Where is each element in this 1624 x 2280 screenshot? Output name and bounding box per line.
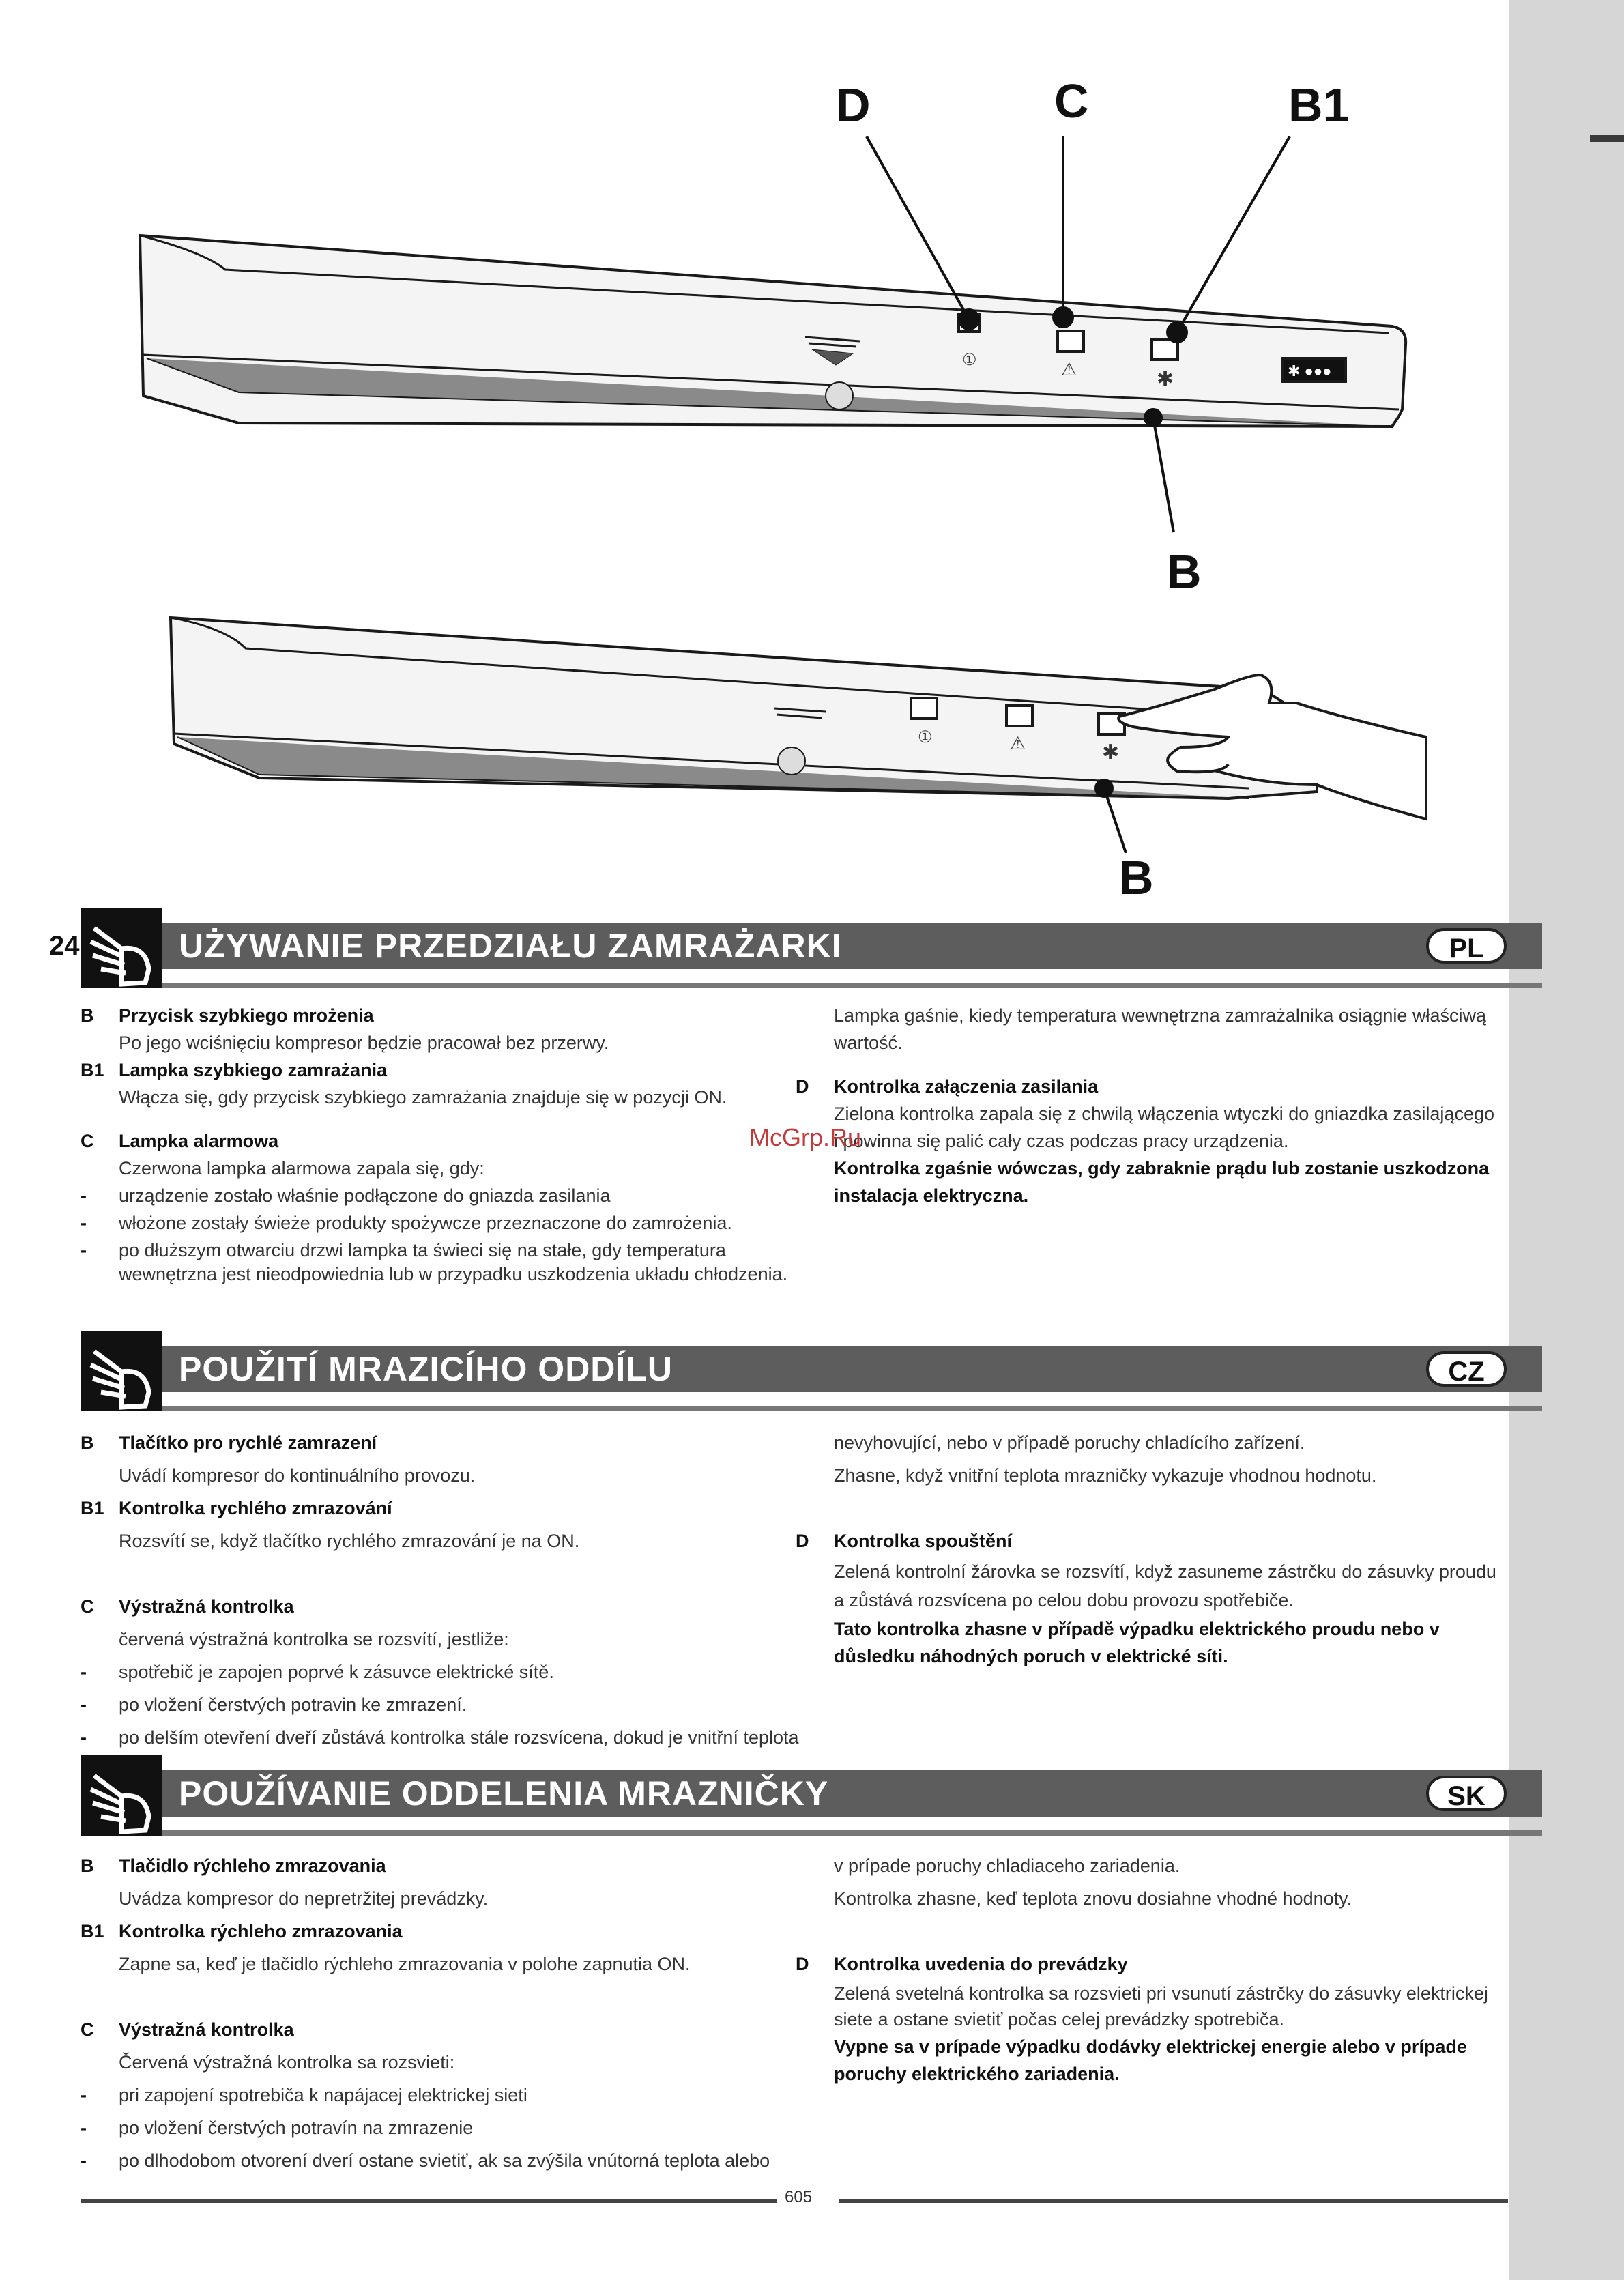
sk-left-column: B Tlačidlo rýchleho zmrazovania Uvádza kompresor do nepretržitej prevádzky. B1 Kontrolka rýchleho zmrazovania Zapne sa, keď je tlačidlo rýchleho zmrazovania v polohe zapnutia ON. C Výstražná kontrolka Červená výstražná kontrolka sa rozsvieti: - pri zapojení spotrebiča k napájacej elektrickej sieti - po vložení čerstvých potravín na zmrazenie - po dlhodobom otvorení dverí ostane svietiť, ak sa zvýšila vnútorná teplota alebo: [81, 1856, 770, 2171]
footer-rule-right: [839, 2199, 1508, 2203]
section-rule-pl: [82, 983, 1542, 988]
control-panel-diagram: [0, 0, 1501, 914]
cz-right-column: nevyhovující, nebo v případě poruchy chladícího zařízení. Zhasne, když vnitřní teplota mrazničky vykazuje vhodnou hodnotu. D Kontrolka spouštění Zelená kontrolní žárovka se rozsvítí, když zasuneme zástrčku do zásuvky proudu a zůstává rozsvícena po celou dobu provozu spotřebiče. Tato kontrolka zhasne v případě výpadku elektrického proudu nebo v důsledku náhodných poruch v elektrické síti.: [796, 1432, 1496, 1666]
upper-symbol-fast-freeze: ✱: [1157, 368, 1174, 390]
section-rule-cz: [82, 1406, 1542, 1411]
label-c: C: [1054, 74, 1089, 128]
lower-symbol-alarm: ⚠: [1010, 733, 1026, 753]
label-b-bottom: B: [1119, 851, 1154, 904]
footer-page-number: 605: [785, 2188, 813, 2206]
label-b-top: B: [1167, 545, 1202, 598]
page-side-strip: [1509, 0, 1624, 2280]
hand-icon: [81, 1331, 162, 1411]
hand-icon: [81, 908, 162, 988]
pl-item-heading: Przycisk szybkiego mrożenia: [119, 1005, 374, 1026]
lower-panel-drawing: [171, 618, 1317, 798]
footer-rule-left: [81, 2199, 777, 2203]
upper-display-readout: ✱ ●●●: [1288, 362, 1332, 379]
pl-left-column: B Przycisk szybkiego mrożenia Po jego wciśnięciu kompresor będzie pracował bez przerwy. B1 Lampka szybkiego zamrażania Włącza się, gdy przycisk szybkiego zamrażania znajduje się w pozycji ON. C Lampka alarmowa Czerwona lampka alarmowa zapala się, gdy: - urządzenie zostało właśnie podłączone do gniazda zasilania - włożone zostały świeże produkty spożywcze przeznaczone do zamrożenia. - po dłuższym otwarciu drzwi lampka ta świeci się na stałe, gdy temperatura wewnętrzna jest nieodpowiednia lub w przypadku uszkodzenia układu chłodzenia.: [81, 1005, 788, 1284]
label-d: D: [836, 78, 871, 132]
lang-badge-pl: PL: [1426, 928, 1507, 964]
page-number-marker: 24: [49, 931, 80, 961]
sk-item-heading: Kontrolka rýchleho zmrazovania: [119, 1921, 403, 1942]
sk-item-heading: Výstražná kontrolka: [119, 2019, 294, 2040]
cz-left-column: B Tlačítko pro rychlé zamrazení Uvádí kompresor do kontinuálního provozu. B1 Kontrolka rychlého zmrazování Rozsvítí se, když tlačítko rychlého zmrazování je na ON. C Výstražná kontrolka červená výstražná kontrolka se rozsvítí, jestliže: - spotřebič je zapojen poprvé k zásuvce elektrické sítě. - po vložení čerstvých potravin ke zmrazení. - po delším otevření dveří zůstává kontrolka stále rozsvícena, dokud je vnitřní teplota: [81, 1432, 799, 1748]
lang-badge-cz: CZ: [1426, 1351, 1507, 1387]
sk-item-heading: Tlačidlo rýchleho zmrazovania: [119, 1856, 386, 1876]
pl-item-heading: Kontrolka załączenia zasilania: [834, 1076, 1099, 1097]
pl-item-heading: Lampka alarmowa: [119, 1131, 279, 1151]
cz-item-heading: Tlačítko pro rychlé zamrazení: [119, 1432, 377, 1453]
label-b1: B1: [1288, 78, 1350, 132]
cz-item-heading: Kontrolka rychlého zmrazování: [119, 1498, 392, 1518]
upper-symbol-power: ①: [962, 351, 977, 369]
pl-right-column: Lampka gaśnie, kiedy temperatura wewnętrzna zamrażalnika osiągnie właściwą wartość. D Kontrolka załączenia zasilania Zielona kontrolka zapala się z chwilą włączenia wtyczki do gniazdka zasilającego i powinna się palić cały czas podczas pracy urządzenia. Kontrolka zgaśnie wówczas, gdy zabraknie prądu lub zostanie uszkodzona instalacja elektryczna.: [796, 1005, 1494, 1206]
section-title-pl: UŻYWANIE PRZEDZIAŁU ZAMRAŻARKI: [179, 927, 842, 965]
watermark-text: McGrp.Ru: [749, 1123, 862, 1151]
section-rule-sk: [82, 1830, 1542, 1836]
section-title-cz: POUŽITÍ MRAZICÍHO ODDÍLU: [179, 1350, 673, 1388]
hand-icon: [81, 1755, 162, 1836]
section-title-sk: POUŽÍVANIE ODDELENIA MRAZNIČKY: [179, 1774, 829, 1813]
lower-symbol-power: ①: [918, 728, 933, 747]
cz-item-heading: Kontrolka spouštění: [834, 1531, 1013, 1551]
upper-symbol-alarm: ⚠: [1061, 359, 1077, 379]
lower-symbol-fast-freeze: ✱: [1102, 741, 1120, 764]
sk-right-column: v prípade poruchy chladiaceho zariadenia. Kontrolka zhasne, keď teplota znovu dosiahne vhodné hodnoty. D Kontrolka uvedenia do prevádzky Zelená svetelná kontrolka sa rozsvieti pri vsunutí zástrčky do zásuvky elektrickej siete a ostane svietiť počas celej prevádzky spotrebiča. Vypne sa v prípade výpadku dodávky elektrickej energie alebo v prípade poruchy elektrického zariadenia.: [796, 1856, 1488, 2084]
cz-item-heading: Výstražná kontrolka: [119, 1596, 294, 1617]
sk-item-heading: Kontrolka uvedenia do prevádzky: [834, 1954, 1128, 1974]
pl-item-heading: Lampka szybkiego zamrażania: [119, 1060, 388, 1080]
side-tab-marker: [1590, 135, 1624, 142]
lang-badge-sk: SK: [1426, 1776, 1507, 1811]
